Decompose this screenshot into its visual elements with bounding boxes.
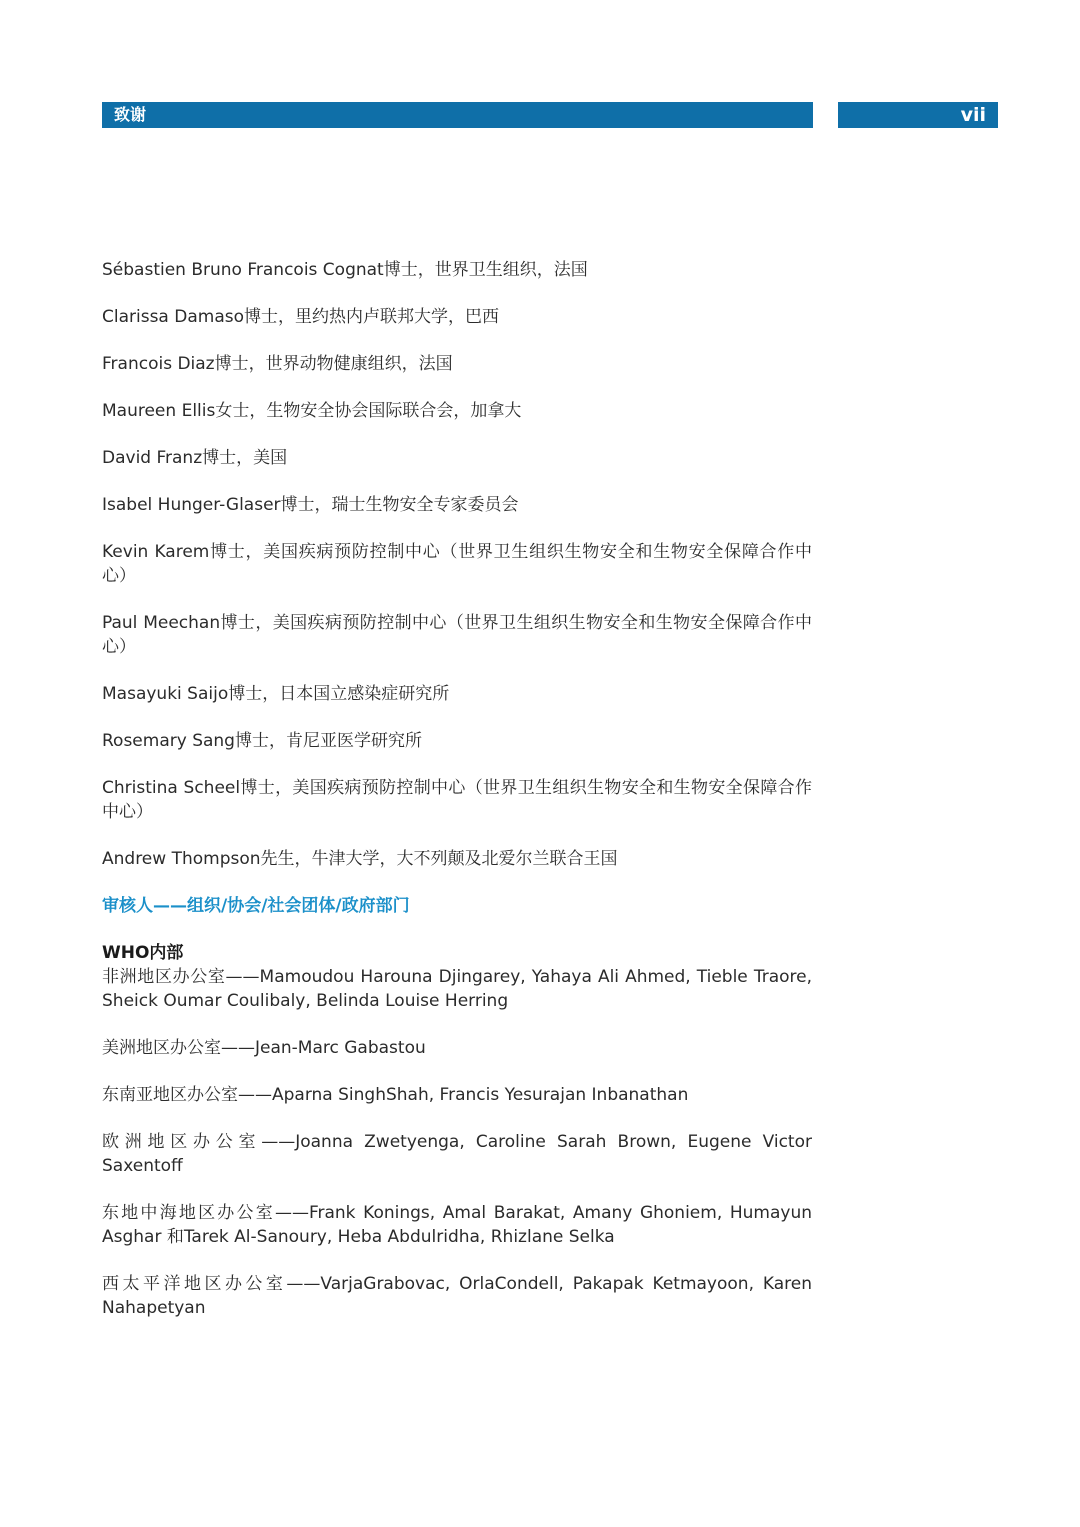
regional-office-entry: 欧洲地区办公室——Joanna Zwetyenga, Caroline Sarah Brown, Eugene Victor Saxentoff [102,1132,812,1176]
regional-office-entry: 西太平洋地区办公室——VarjaGrabovac, OrlaCondell, Pakapak Ketmayoon, Karen Nahapetyan [102,1274,812,1318]
section-title: 致谢 [114,105,147,124]
page-number: vii [960,104,986,126]
section-header-bar [102,102,813,128]
acknowledgement-entry: Andrew Thompson先生，牛津大学，大不列颠及北爱尔兰联合王国 [102,849,618,869]
who-internal-heading: WHO内部 [102,943,184,963]
acknowledgement-entry: Clarissa Damaso博士，里约热内卢联邦大学，巴西 [102,307,500,327]
acknowledgement-entry: Francois Diaz博士，世界动物健康组织，法国 [102,354,453,374]
acknowledgement-entry: Sébastien Bruno Francois Cognat博士，世界卫生组织，法国 [102,260,588,280]
acknowledgement-entry: David Franz博士，美国 [102,448,288,468]
acknowledgement-entry: Isabel Hunger-Glaser博士，瑞士生物安全专家委员会 [102,495,519,515]
acknowledgements-content [102,258,812,1343]
regional-office-entry: 美洲地区办公室——Jean-Marc Gabastou [102,1038,426,1058]
regional-office-entry: 东地中海地区办公室——Frank Konings, Amal Barakat, Amany Ghoniem, Humayun Asghar 和Tarek Al-Sanoury, Heba Abdulridha, Rhizlane Selka [102,1203,812,1247]
acknowledgement-entry: Paul Meechan博士，美国疾病预防控制中心（世界卫生组织生物安全和生物安全保障合作中心） [102,613,812,657]
acknowledgement-entry: Maureen Ellis女士，生物安全协会国际联合会，加拿大 [102,401,522,421]
acknowledgement-entry: Kevin Karem博士，美国疾病预防控制中心（世界卫生组织生物安全和生物安全保障合作中心） [102,542,812,586]
acknowledgement-entry: Christina Scheel博士，美国疾病预防控制中心（世界卫生组织生物安全和生物安全保障合作中心） [102,778,812,822]
acknowledgement-entry: Rosemary Sang博士，肯尼亚医学研究所 [102,731,422,751]
regional-office-entry: 东南亚地区办公室——Aparna SinghShah, Francis Yesurajan Inbanathan [102,1085,689,1105]
acknowledgement-entry: Masayuki Saijo博士，日本国立感染症研究所 [102,684,450,704]
regional-office-entry: 非洲地区办公室——Mamoudou Harouna Djingarey, Yahaya Ali Ahmed, Tieble Traore, Sheick Oumar Coulibaly, Belinda Louise Herring [102,967,812,1011]
page-number-bar [838,102,998,128]
reviewers-heading: 审核人——组织/协会/社会团体/政府部门 [102,896,410,916]
